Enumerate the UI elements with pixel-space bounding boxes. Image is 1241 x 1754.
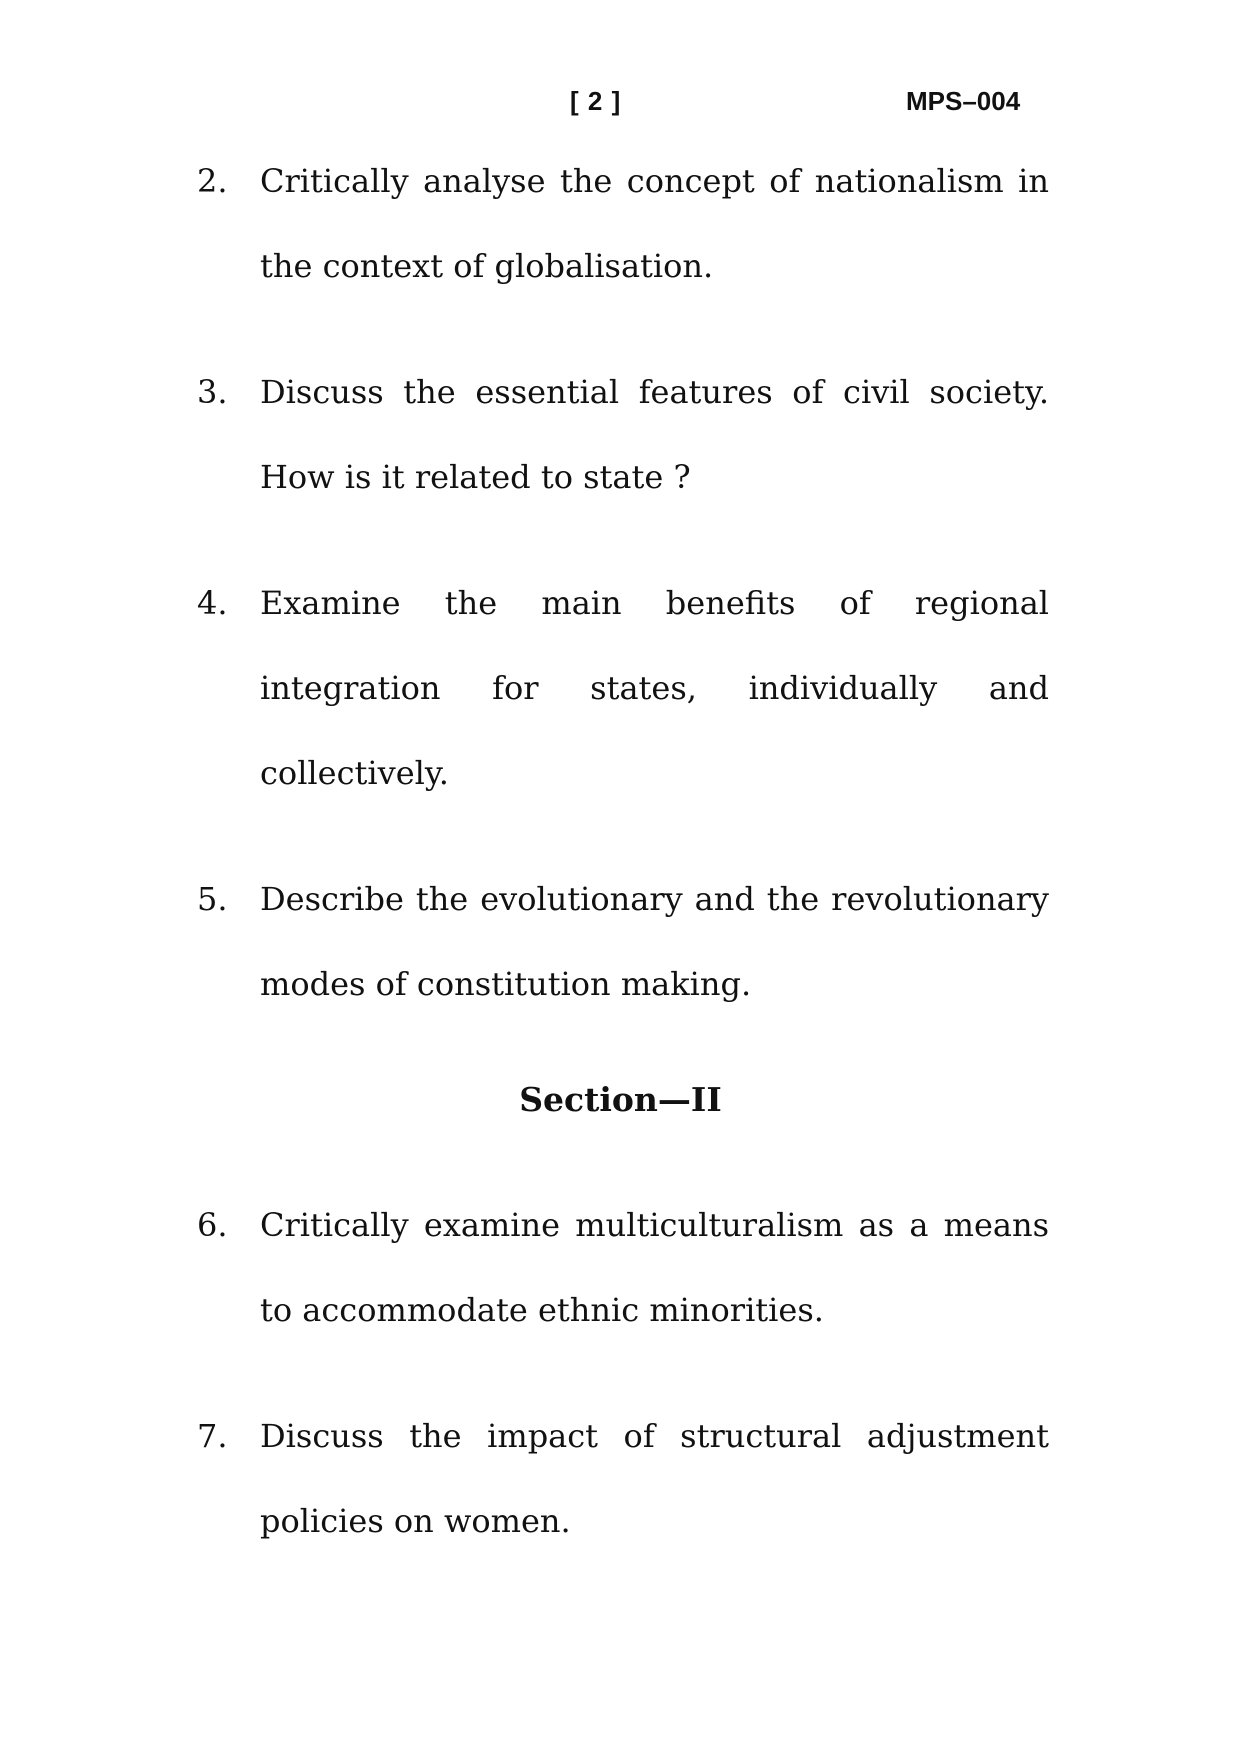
- question-text: Describe the evolutionary and the revolutionary modes of constitution making.: [260, 880, 1049, 1003]
- question-6: [197, 1183, 1049, 1353]
- question-number: 6.: [197, 1206, 228, 1244]
- question-2: [197, 139, 1049, 309]
- question-number: 7.: [197, 1417, 228, 1455]
- question-7: [197, 1394, 1049, 1564]
- question-number: 5.: [197, 880, 228, 918]
- question-number: 4.: [197, 584, 228, 622]
- question-number: 3.: [197, 373, 228, 411]
- question-text: Examine the main benefits of regional integration for states, individually and collectively.: [260, 584, 1049, 792]
- question-5: [197, 857, 1049, 1027]
- question-text: Discuss the essential features of civil society. How is it related to state ?: [260, 373, 1049, 496]
- question-text: Discuss the impact of structural adjustment policies on women.: [260, 1417, 1049, 1540]
- paper-code: MPS–004: [906, 86, 1021, 116]
- page-number: [ 2 ]: [570, 86, 622, 116]
- question-number: 2.: [197, 162, 228, 200]
- section-heading: Section—II: [519, 1080, 722, 1119]
- question-text: Critically examine multiculturalism as a means to accommodate ethnic minorities.: [260, 1206, 1049, 1329]
- question-text: Critically analyse the concept of nationalism in the context of globalisation.: [260, 162, 1049, 285]
- question-4: [197, 561, 1049, 816]
- question-3: [197, 350, 1049, 520]
